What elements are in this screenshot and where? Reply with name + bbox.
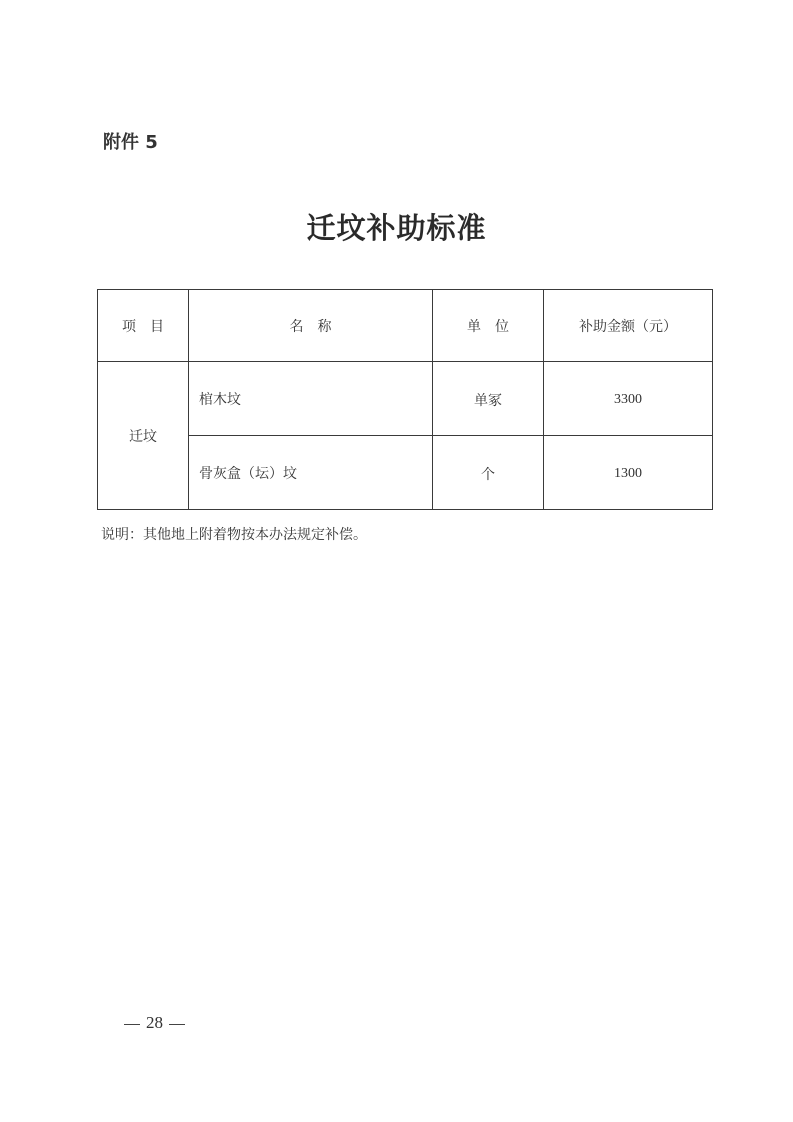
header-item: 项 目 [98,290,189,362]
header-unit: 单 位 [433,290,544,362]
name-cell: 骨灰盒（坛）坟 [189,436,433,510]
compensation-table [97,289,713,510]
amount-cell: 1300 [544,436,713,510]
page-number [118,1013,191,1033]
footnote: 说明：其他地上附着物按本办法规定补偿。 [101,527,367,543]
page-number-value: 28 [146,1013,163,1032]
header-amount: 补助金额（元） [544,290,713,362]
dash-right [169,1024,185,1025]
unit-cell: 个 [433,436,544,510]
table-row [98,436,713,510]
table-header-row [98,290,713,362]
dash-left [124,1024,140,1025]
name-cell: 棺木坟 [189,362,433,436]
category-cell: 迁坟 [98,362,189,510]
header-name: 名 称 [189,290,433,362]
table-row [98,362,713,436]
unit-cell: 单冢 [433,362,544,436]
attachment-label: 附件 5 [103,132,158,153]
page-title: 迁坟补助标准 [306,211,487,245]
amount-cell: 3300 [544,362,713,436]
